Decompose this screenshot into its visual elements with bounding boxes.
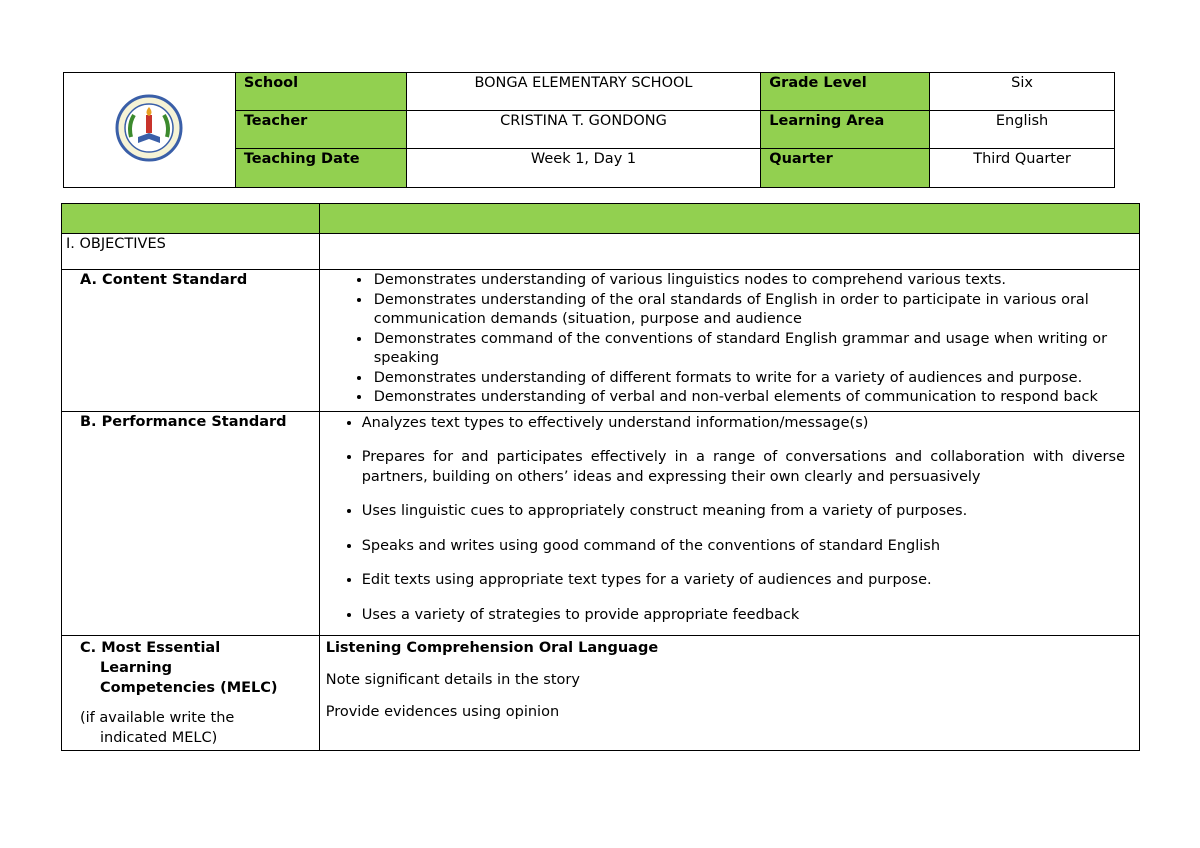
list-item: • Analyzes text types to effectively understand information/message(s) xyxy=(362,414,1125,434)
list-item: • Uses linguistic cues to appropriately construct meaning from a variety of purposes. xyxy=(362,502,1125,522)
learning-area-value: English xyxy=(930,111,1115,149)
grade-level-label: Grade Level xyxy=(761,73,930,111)
teaching-date-label: Teaching Date xyxy=(235,149,406,188)
school-value: BONGA ELEMENTARY SCHOOL xyxy=(406,73,761,111)
melc-label-cell xyxy=(62,636,320,751)
performance-standard-label: B. Performance Standard xyxy=(62,411,320,636)
teaching-date-value: Week 1, Day 1 xyxy=(406,149,761,188)
performance-standard-cell xyxy=(319,411,1139,636)
melc-heading: Listening Comprehension Oral Language xyxy=(325,640,659,656)
content-standard-label: A. Content Standard xyxy=(62,270,320,412)
melc-label xyxy=(80,638,313,698)
list-item: • Edit texts using appropriate text types for a variety of audiences and purpose. xyxy=(362,571,1125,591)
melc-note-line: indicated MELC) xyxy=(100,730,218,746)
objectives-title: I. OBJECTIVES xyxy=(62,234,320,270)
learning-area-label: Learning Area xyxy=(761,111,930,149)
objectives-blank xyxy=(319,234,1139,270)
teacher-label: Teacher xyxy=(235,111,406,149)
quarter-value: Third Quarter xyxy=(930,149,1115,188)
performance-standard-list xyxy=(320,414,1133,626)
grade-level-value: Six xyxy=(930,73,1115,111)
content-standard-cell xyxy=(319,270,1139,412)
melc-label-line: Learning xyxy=(100,660,173,676)
list-item: • Demonstrates understanding of different formats to write for a variety of audiences and purpose. xyxy=(372,369,1133,389)
school-label: School xyxy=(235,73,406,111)
melc-item: Provide evidences using opinion xyxy=(325,704,560,720)
melc-note-line: (if available write the xyxy=(80,710,235,726)
melc-label-line: C. Most Essential xyxy=(80,640,221,656)
quarter-label: Quarter xyxy=(761,149,930,188)
logo-cell xyxy=(64,73,236,188)
list-item: • Prepares for and participates effectively in a range of conversations and collaboration with diverse partners, building on others’ ideas and expressing their own clearly and persuasively xyxy=(362,448,1125,487)
melc-content-cell xyxy=(319,636,1139,751)
objectives-table xyxy=(61,203,1140,751)
list-item: • Demonstrates understanding of the oral standards of English in order to participate in various oral communication demands (situation, purpose and audience xyxy=(372,291,1133,330)
list-item: • Demonstrates command of the conventions of standard English grammar and usage when writing or speaking xyxy=(372,330,1133,369)
melc-note xyxy=(80,708,313,748)
lesson-header-table xyxy=(63,72,1115,188)
list-item: • Speaks and writes using good command of the conventions of standard English xyxy=(362,537,1125,557)
green-header-right xyxy=(319,204,1139,234)
teacher-value: CRISTINA T. GONDONG xyxy=(406,111,761,149)
melc-item: Note significant details in the story xyxy=(325,672,580,688)
melc-label-line: Competencies (MELC) xyxy=(100,680,278,696)
green-header-left xyxy=(62,204,320,234)
list-item: • Demonstrates understanding of verbal and non-verbal elements of communication to respond back xyxy=(372,388,1133,408)
list-item: • Demonstrates understanding of various linguistics nodes to comprehend various texts. xyxy=(372,271,1133,291)
list-item: • Uses a variety of strategies to provide appropriate feedback xyxy=(362,606,1125,626)
content-standard-list xyxy=(320,271,1133,408)
school-seal-logo xyxy=(114,93,184,163)
